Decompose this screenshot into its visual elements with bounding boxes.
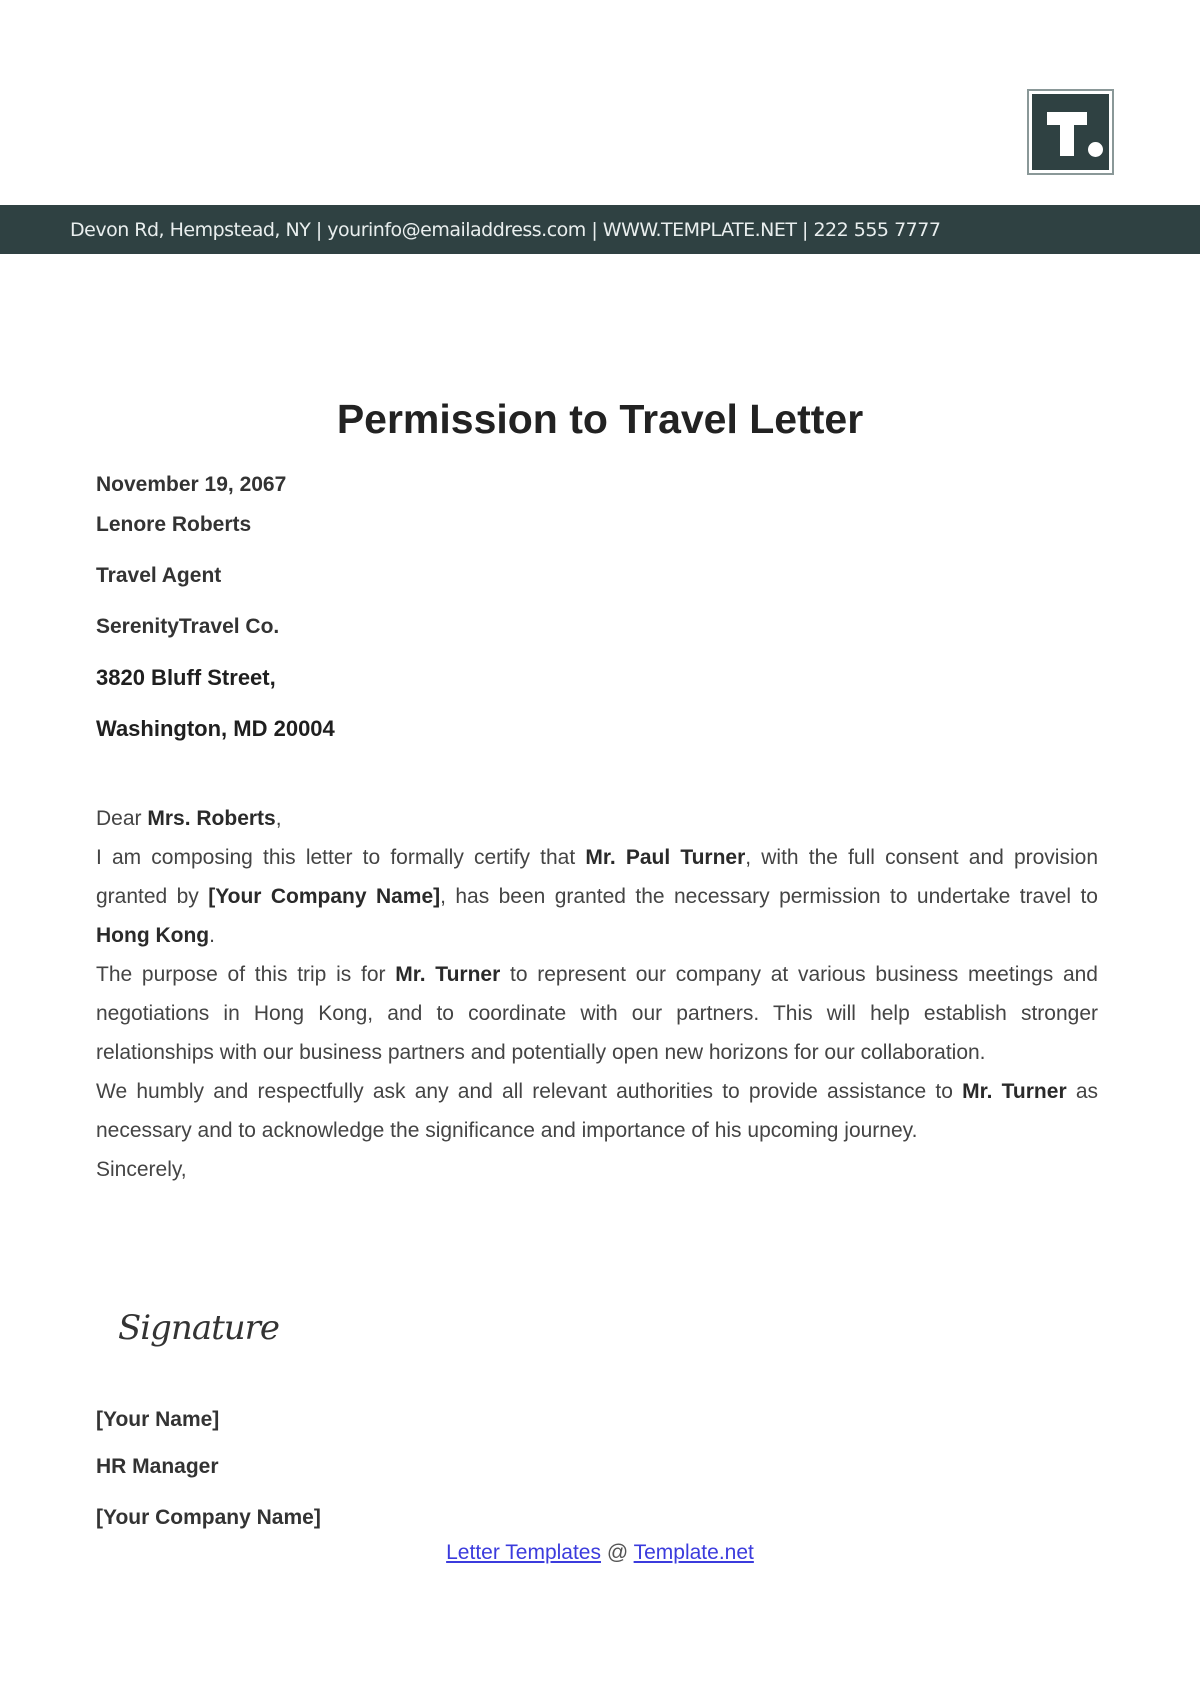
logo-dot — [1088, 142, 1103, 157]
recipient-name: Lenore Roberts — [96, 513, 252, 536]
letter-body — [96, 799, 1098, 1189]
recipient-position: Travel Agent — [96, 564, 222, 587]
traveler-short-name: Mr. Turner — [395, 963, 501, 986]
p1-text-3: , has been granted the necessary permission to undertake travel to — [440, 885, 1098, 908]
logo-t-stem — [1060, 112, 1074, 156]
paragraph-certification — [96, 838, 1098, 955]
recipient-street: 3820 Bluff Street, — [96, 665, 276, 690]
p1-text-2: , with the full consent and provision granted by — [96, 846, 1098, 908]
salutation-prefix: Dear — [96, 807, 148, 830]
company-placeholder: [Your Company Name] — [208, 885, 441, 908]
salutation-name: Mrs. Roberts — [147, 807, 276, 830]
destination: Hong Kong — [96, 924, 210, 947]
salutation-suffix: , — [275, 807, 282, 830]
p3-text-1: We humbly and respectfully ask any and all relevant authorities to provide assistance to — [96, 1080, 963, 1103]
template-net-link[interactable]: Template.net — [633, 1541, 754, 1564]
traveler-short-name-2: Mr. Turner — [962, 1080, 1067, 1103]
p2-text-2: to represent our company at various business meetings and negotiations in Hong Kong, and to coordinate with our partners. This will help establish stronger relationships with our business partners and potentially open new horizons for our collaboration. — [96, 963, 1098, 1064]
paragraph-request — [96, 1072, 1098, 1150]
p3-text-2: as necessary and to acknowledge the significance and importance of his upcoming journey. — [96, 1080, 1099, 1142]
footer — [0, 1541, 1200, 1565]
letter-templates-link[interactable]: Letter Templates — [446, 1541, 601, 1564]
p1-text-1: I am composing this letter to formally certify that — [96, 846, 586, 869]
template-net-t-logo-icon — [1032, 94, 1109, 170]
footer-separator: @ — [601, 1541, 634, 1564]
p1-text-4: . — [209, 924, 215, 947]
signature: Signature — [118, 1308, 280, 1348]
sender-name: [Your Name] — [96, 1408, 220, 1431]
p2-text-1: The purpose of this trip is for — [96, 963, 396, 986]
recipient-company: SerenityTravel Co. — [96, 615, 280, 638]
recipient-city: Washington, MD 20004 — [96, 716, 335, 741]
letter-date: November 19, 2067 — [96, 473, 287, 496]
salutation — [96, 799, 1098, 838]
paragraph-purpose — [96, 955, 1098, 1072]
contact-bar — [0, 205, 1200, 254]
sender-position: HR Manager — [96, 1455, 219, 1478]
logo — [1027, 89, 1114, 175]
closing: Sincerely, — [96, 1158, 187, 1181]
sender-company: [Your Company Name] — [96, 1506, 321, 1529]
letter-title: Permission to Travel Letter — [336, 396, 864, 442]
traveler-name: Mr. Paul Turner — [585, 846, 746, 869]
contact-line: Devon Rd, Hempstead, NY | yourinfo@emailaddress.com | WWW.TEMPLATE.NET | 222 555 7777 — [70, 219, 941, 241]
